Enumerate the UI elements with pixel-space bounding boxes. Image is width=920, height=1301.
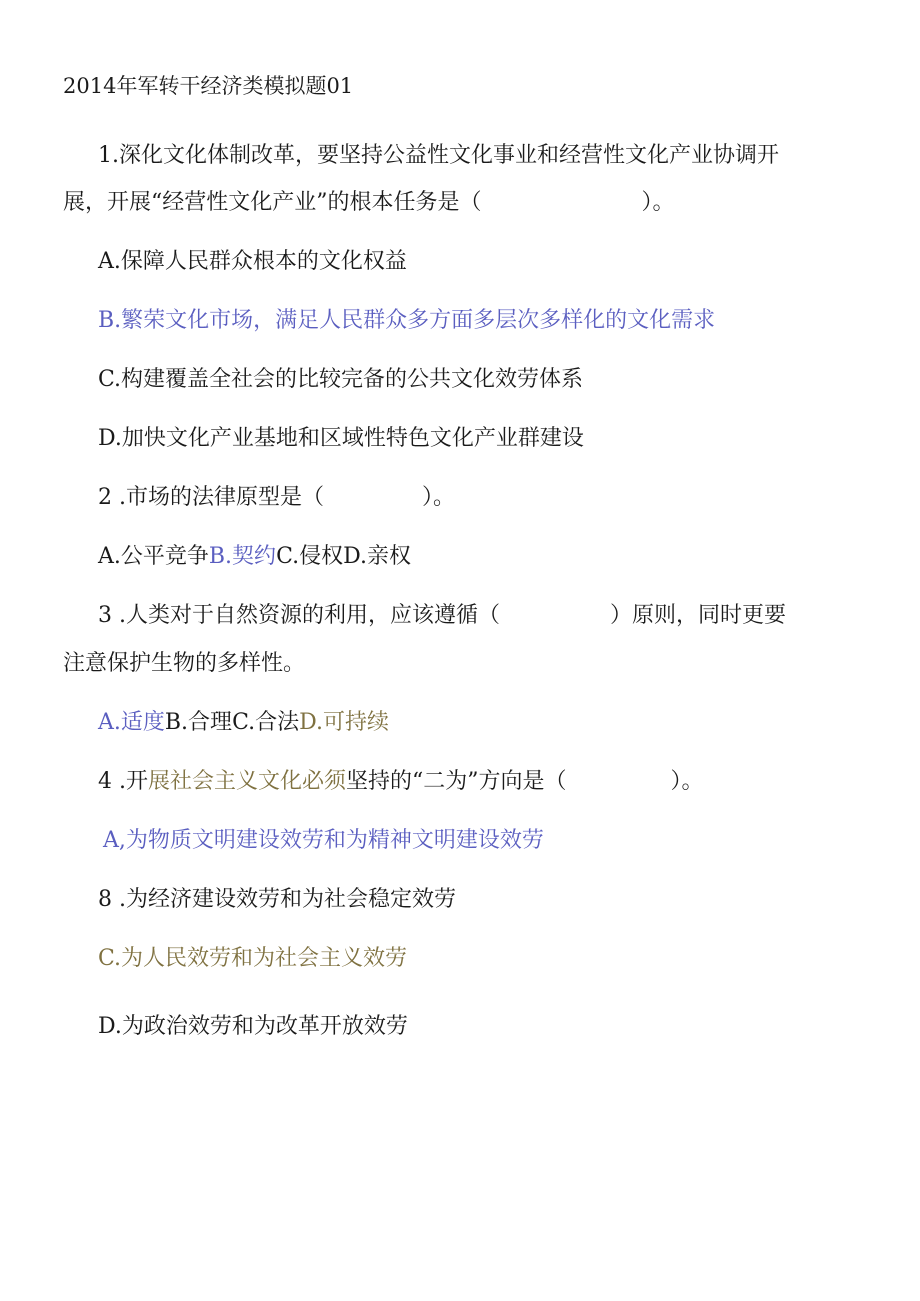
q2-options bbox=[98, 542, 411, 572]
q1-stem-text: 展，开展“经营性文化产业”的根本任务是（ bbox=[63, 190, 482, 215]
q1-stem-line2 bbox=[63, 188, 675, 218]
q2-stem bbox=[98, 483, 455, 513]
q3-option-d[interactable]: D.可持续 bbox=[299, 710, 389, 735]
q4-option-d[interactable]: D.为政治效劳和为改革开放效劳 bbox=[98, 1014, 408, 1039]
q2-stem-close: ）。 bbox=[421, 485, 455, 510]
q3-stem-line1 bbox=[98, 601, 786, 631]
q1-stem-close: ）。 bbox=[641, 190, 675, 215]
q1-stem-line1: 1.深化文化体制改革，要坚持公益性文化事业和经营性文化产业协调开 bbox=[98, 143, 779, 168]
q4-stem-close: ）。 bbox=[670, 769, 704, 794]
q4-option-a[interactable]: A,为物质文明建设效劳和为精神文明建设效劳 bbox=[103, 828, 544, 853]
q4-stem bbox=[98, 767, 704, 797]
q4-option-b[interactable]: 8 .为经济建设效劳和为社会稳定效劳 bbox=[98, 887, 456, 912]
q3-option-c[interactable]: C.合法 bbox=[232, 710, 300, 735]
q3-stem-rest: ）原则，同时更要 bbox=[610, 603, 787, 628]
q1-option-a[interactable]: A.保障人民群众根本的文化权益 bbox=[98, 249, 407, 274]
q4-stem-part1: 4 .开 bbox=[98, 769, 148, 794]
q3-option-b[interactable]: B.合理 bbox=[164, 710, 233, 735]
q3-stem-line2: 注意保护生物的多样性。 bbox=[63, 651, 306, 676]
q1-option-d[interactable]: D.加快文化产业基地和区域性特色文化产业群建设 bbox=[98, 426, 584, 451]
q4-stem-part2: 坚持的“二为”方向是（ bbox=[346, 769, 567, 794]
q3-stem-text: 3 .人类对于自然资源的利用，应该遵循（ bbox=[98, 603, 500, 628]
q3-option-a[interactable]: A.适度 bbox=[98, 710, 165, 735]
q2-stem-text: 2 .市场的法律原型是（ bbox=[98, 485, 324, 510]
q2-option-b[interactable]: B.契约 bbox=[208, 544, 277, 569]
q4-stem-highlight: 展社会主义文化必须 bbox=[147, 769, 346, 794]
q3-options bbox=[98, 708, 389, 738]
q2-option-d[interactable]: D.亲权 bbox=[343, 544, 411, 569]
q1-option-c[interactable]: C.构建覆盖全社会的比较完备的公共文化效劳体系 bbox=[98, 367, 584, 392]
document-title: 2014年军转干经济类模拟题01 bbox=[63, 74, 354, 98]
q4-option-c[interactable]: C.为人民效劳和为社会主义效劳 bbox=[98, 946, 408, 971]
q1-option-b[interactable]: B.繁荣文化市场，满足人民群众多方面多层次多样化的文化需求 bbox=[98, 308, 716, 333]
q2-option-a[interactable]: A.公平竞争 bbox=[98, 544, 209, 569]
q2-option-c[interactable]: C.侵权 bbox=[276, 544, 344, 569]
